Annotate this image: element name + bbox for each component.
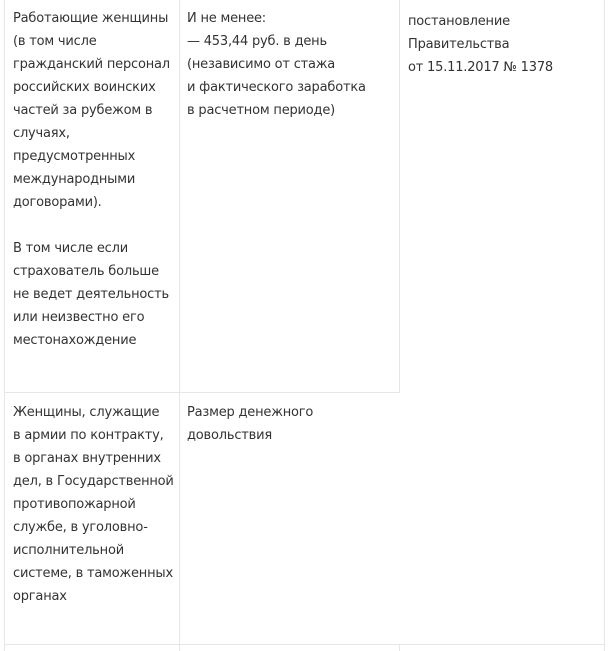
text-line: договорами). xyxy=(13,195,102,210)
text-line: частей за рубежом в xyxy=(13,103,153,118)
text-line: Женщины, служащие xyxy=(13,405,160,420)
text-line: — 453,44 руб. в день xyxy=(187,34,327,49)
row-1-category-cell xyxy=(13,7,173,352)
text-line: не ведет деятельность xyxy=(13,287,169,302)
row-2-amount-cell xyxy=(187,401,392,447)
text-line: противопожарной xyxy=(13,497,136,512)
text-line: дел, в Государственной xyxy=(13,474,174,489)
text-line: Размер денежного xyxy=(187,405,314,420)
column-divider xyxy=(399,644,400,651)
text-line: (в том числе xyxy=(13,34,97,49)
text-line: В том числе если xyxy=(13,241,128,256)
text-line: от 15.11.2017 № 1378 xyxy=(408,60,553,75)
text-line: и фактического заработка xyxy=(187,80,366,95)
text-line: Правительства xyxy=(408,37,510,52)
text-line: случаях, xyxy=(13,126,70,141)
text-line: (независимо от стажа xyxy=(187,57,336,72)
column-divider xyxy=(399,0,400,393)
text-line: или неизвестно его xyxy=(13,310,145,325)
text-line: в расчетном периоде) xyxy=(187,103,336,118)
row-divider xyxy=(5,644,604,645)
text-line: страхователь больше xyxy=(13,264,159,279)
text-line: службе, в уголовно- xyxy=(13,520,148,535)
text-line: в армии по контракту, xyxy=(13,428,164,443)
text-line: системе, в таможенных xyxy=(13,566,173,581)
column-divider xyxy=(179,0,180,651)
row-divider xyxy=(5,392,399,393)
row-1-amount-cell xyxy=(187,7,392,122)
text-line: довольствия xyxy=(187,428,272,443)
text-line: местонахождение xyxy=(13,333,137,348)
row-1-basis-cell xyxy=(408,10,598,79)
text-line: в органах внутренних xyxy=(13,451,161,466)
text-line: гражданский персонал xyxy=(13,57,170,72)
text-line: международными xyxy=(13,172,136,187)
text-line: предусмотренных xyxy=(13,149,136,164)
text-line: И не менее: xyxy=(187,11,266,26)
text-line: постановление xyxy=(408,14,510,29)
text-line: российских воинских xyxy=(13,80,156,95)
text-line: органах xyxy=(13,589,67,604)
row-2-category-cell xyxy=(13,401,173,608)
paragraph-gap xyxy=(13,214,173,237)
benefits-table xyxy=(4,0,605,651)
text-line: исполнительной xyxy=(13,543,124,558)
text-line: Работающие женщины xyxy=(13,11,169,26)
